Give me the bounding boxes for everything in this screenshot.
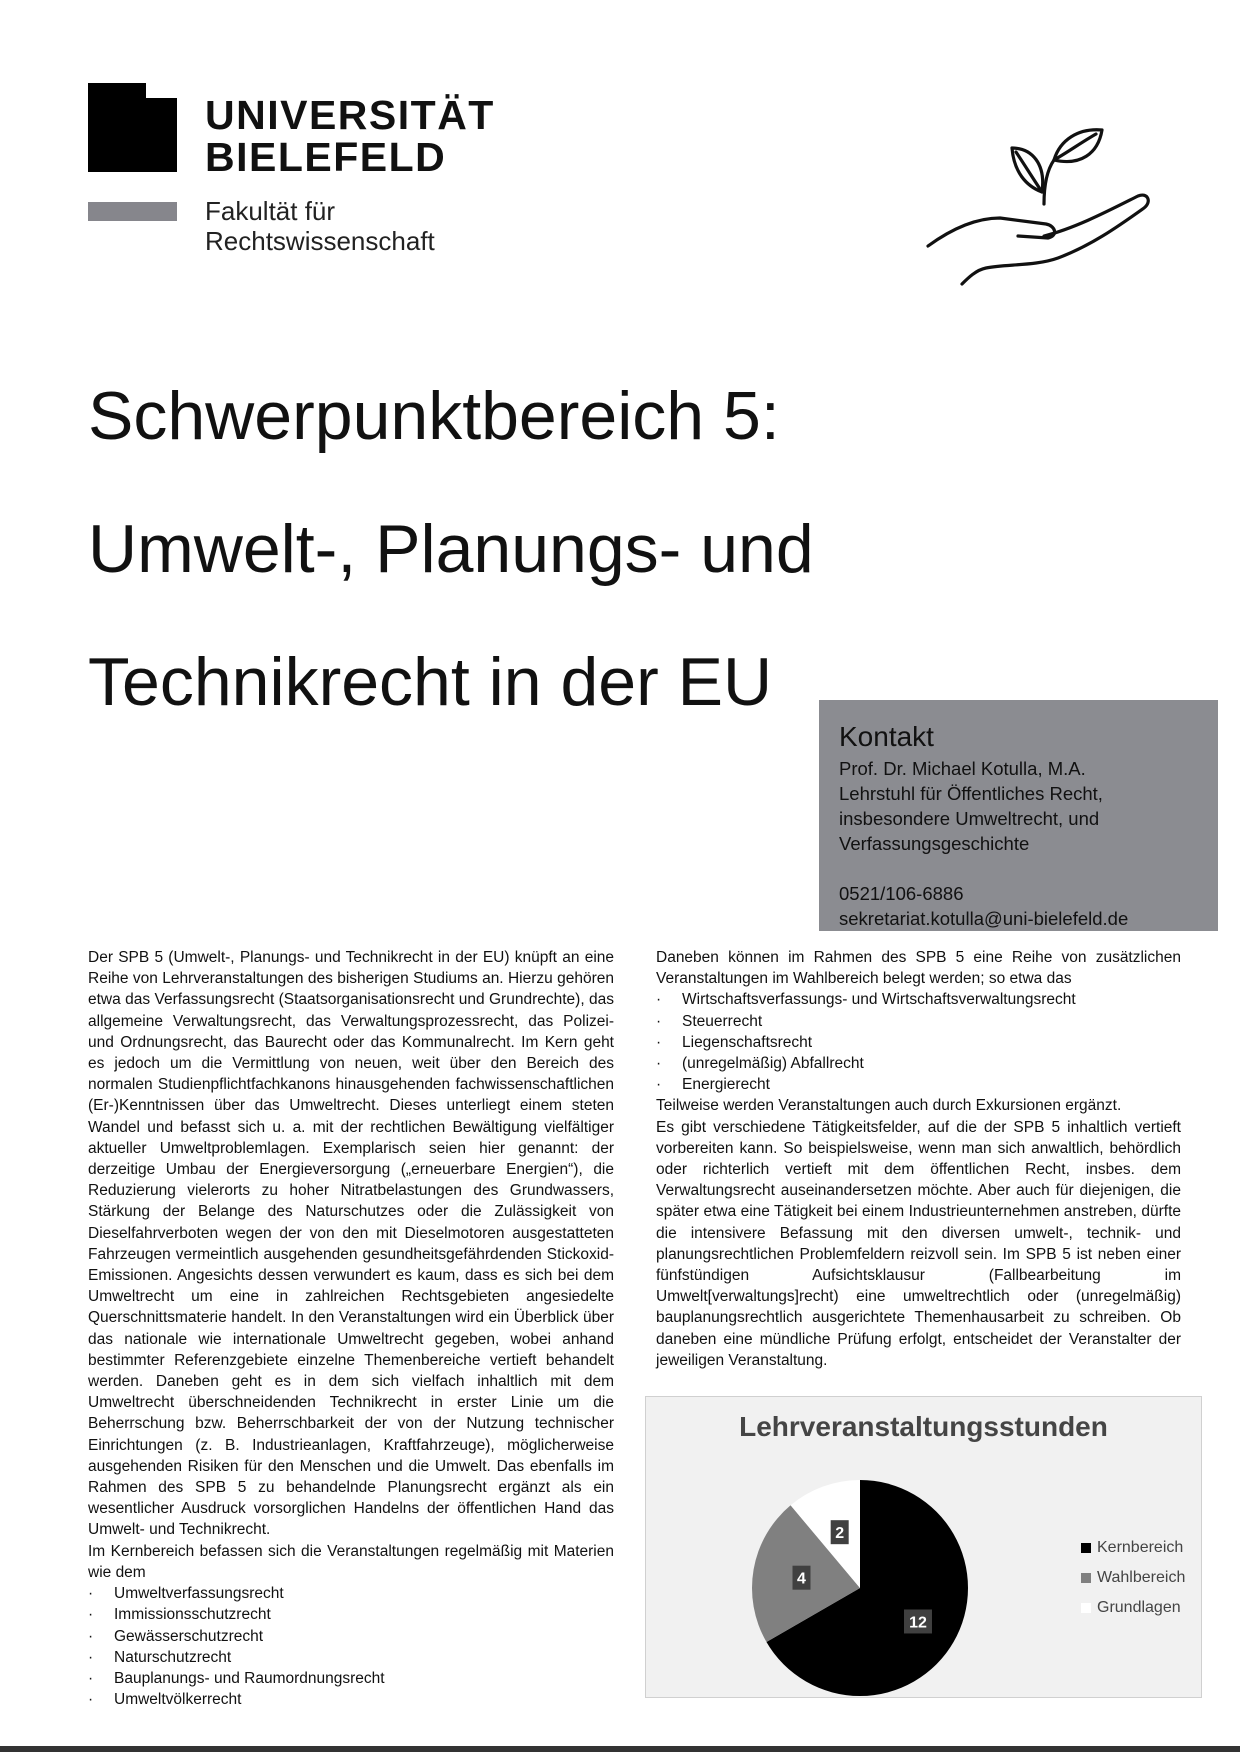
contact-box [819,700,1218,931]
title-line2: Umwelt-, Planungs- und [88,511,814,587]
legend-label: Kernbereich [1097,1539,1184,1556]
right-column [656,947,1181,1371]
data-label-grundlagen: 2 [835,1525,845,1543]
chart-title: Lehrveranstaltungsstunden [739,1411,1108,1442]
contact-email[interactable]: sekretariat.kotulla@uni-bielefeld.de [839,908,1129,929]
list-item: · Wirtschaftsverfassungs- und Wirtschaftsverwaltungsrecht [656,991,1076,1009]
logo-bar [88,202,177,221]
university-name-line2: BIELEFELD [205,134,447,180]
legend-item [1081,1593,1185,1623]
faculty-name-line1: Fakultät für [205,196,336,226]
core-intro: Im Kernbereich befassen sich die Veranstaltungen regelmäßig mit Materien wie dem [88,1542,614,1581]
list-item: · Bauplanungs- und Raumordnungsrecht [88,1669,385,1687]
hand-with-plant-icon [926,122,1150,288]
contact-chair-line2: insbesondere Umweltrecht, und [839,808,1100,829]
legend-item [1081,1563,1185,1593]
list-item: · Liegenschaftsrecht [656,1033,813,1051]
list-item: · Gewässerschutzrecht [88,1627,264,1645]
list-item: · Umweltvölkerrecht [88,1691,242,1709]
list-item: · (unregelmäßig) Abfallrecht [656,1055,864,1073]
legend-label: Wahlbereich [1097,1569,1186,1586]
pie-chart [645,1396,1202,1698]
data-label-kernbereich: 12 [909,1614,927,1632]
contact-name: Prof. Dr. Michael Kotulla, M.A. [839,758,1086,779]
career-paragraph: Es gibt verschiedene Tätigkeitsfelder, auf die der SPB 5 inhaltlich vertieft vorbereiten kann. So beispielsweise, wenn man sich anwaltlich, behördlich oder richterlich vertieft mit dem öffentlichen Recht, insbes. dem Verwaltungsrecht auseinandersetzen möchte. Aber auch für diejenigen, die später etwa eine Tätigkeit bei einem Industrieunternehmen anstreben, dürfte die intensivere Befassung mit den diversen umwelt-, technik- und planungsrechtlichen Problemfeldern reizvoll sein. Im SPB 5 ist neben einer fünfstündigen Aufsichtsklausur (Fallbearbeitung im Umwelt[verwaltungs]recht) eine umweltrechtlich oder (unregelmäßig) bauplanungsrechtlich ausgerichtete Themenhausarbeit zu schreiben. Ob daneben eine mündliche Prüfung erfolgt, entscheidet der Veranstalter der jeweiligen Veranstaltung. [656,1118,1181,1369]
title-line1: Schwerpunktbereich 5: [88,378,780,454]
list-item: · Umweltverfassungsrecht [88,1585,284,1603]
legend-label: Grundlagen [1097,1599,1181,1616]
intro-paragraph: Der SPB 5 (Umwelt-, Planungs- und Technikrecht in der EU) knüpft an eine Reihe von Lehrveranstaltungen des bisherigen Studiums an. Hierzu gehören etwa das Verfassungsrecht (Staatsorganisationsrecht und Grundrechte), das allgemeine Verwaltungsrecht, das Verwaltungsprozessrecht, das Polizei- und Ordnungsrecht, das Baurecht oder das Kommunalrecht. Im Kern geht es jedoch um die Vermittlung von neuen, weit über den Bereich des normalen Studienpflichtfachkanons hinausgehenden fachwissenschaftlichen (Er-)Kenntnissen über das Umweltrecht. Dieses unterliegt einem steten Wandel und befasst sich u. a. mit der rechtlichen Bewältigung vielfältiger aktueller Umweltproblemlagen. Exemplarisch seien hier genannt: der derzeitige Umbau der Energieversorgung („erneuerbare Energien“), die Reduzierung vielerorts zu hoher Nitratbelastungen des Grundwassers, Stärkung der Belange des Naturschutzes oder die Zulässigkeit von Dieselfahrverboten wegen der von den mit Dieselmotoren ausgestatteten Fahrzeugen vermeintlich ausgehenden gesundheitsgefährdenden Stickoxid-Emissionen. Angesichts dessen verwundert es kaum, dass es sich bei dem Umweltrecht um eine in zahlreichen Rechtsgebieten angesiedelte Querschnittsmaterie handelt. In den Veranstaltungen wird ein Überblick über das nationale wie internationale Umweltrecht gegeben, wobei anhand bestimmter Referenzgebiete einzelne Themenbereiche vertieft behandelt werden. Daneben geht es in dem sich vielfach inhaltlich mit dem Umweltrecht überschneidenden Technikrecht in erster Linie um die Beherrschung bzw. Beherrschbarkeit der von der Nutzung technischer Einrichtungen (z. B. Industrieanlagen, Kraftfahrzeuge), möglicherweise ausgehenden Risiken für den Menschen und die Umwelt. Das ebenfalls im Rahmen des SPB 5 zu behandelnde Planungsrecht ergänzt als ein wesentlicher Ausdruck vorsorglichen Handelns der öffentlichen Hand das Umwelt- und Technikrecht. [88,949,614,1539]
university-name [205,94,495,178]
title-line3: Technikrecht in der EU [88,644,773,720]
legend-item [1081,1533,1185,1563]
legend-swatch [1081,1543,1091,1553]
list-item: · Energierecht [656,1076,770,1094]
contact-heading: Kontakt [839,721,934,752]
excursions-text: Teilweise werden Veranstaltungen auch durch Exkursionen ergänzt. [656,1097,1122,1115]
list-item: · Immissionsschutzrecht [88,1606,271,1624]
page-title [88,350,814,749]
legend-swatch [1081,1603,1091,1613]
left-column [88,947,614,1710]
elective-intro: Daneben können im Rahmen des SPB 5 eine Reihe von zusätzlichen Veranstaltungen im Wahlbereich belegt werden; so etwa das [656,949,1181,988]
faculty-name-line2: Rechtswissenschaft [205,226,435,256]
data-label-wahlbereich: 4 [797,1570,806,1588]
bottom-border [0,1746,1240,1752]
list-item: · Steuerrecht [656,1012,763,1030]
legend-swatch [1081,1573,1091,1583]
university-name-line1: UNIVERSITÄT [205,92,495,138]
list-item: · Naturschutzrecht [88,1648,232,1666]
contact-phone: 0521/106-6886 [839,883,964,904]
university-logo-icon [88,83,177,172]
chart-legend [1081,1533,1185,1623]
contact-chair-line1: Lehrstuhl für Öffentliches Recht, [839,783,1103,804]
contact-chair-line3: Verfassungsgeschichte [839,833,1030,854]
faculty-name [205,196,435,256]
